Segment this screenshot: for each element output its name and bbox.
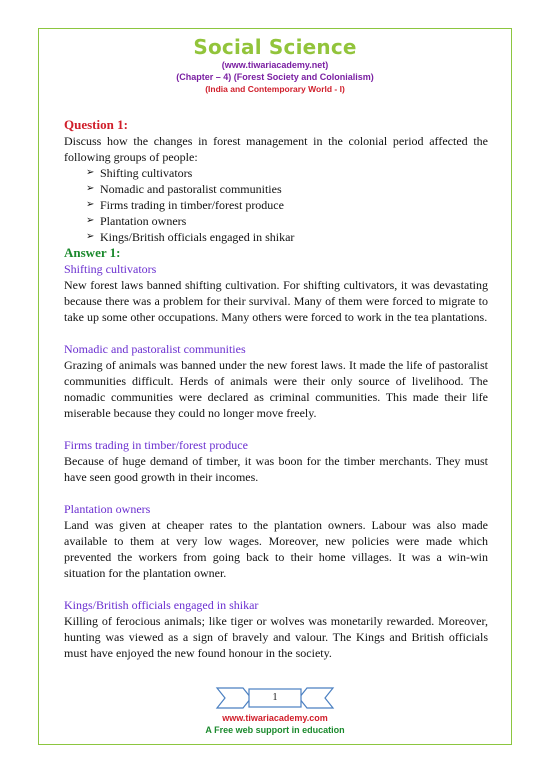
list-item (86, 229, 488, 245)
question-title: Question 1: (64, 117, 128, 132)
arrow-bullet-icon: ➢ (86, 231, 95, 242)
section-text: Because of huge demand of timber, it was boon for the timber merchants. They must have seen good growth in their incomes. (64, 454, 488, 484)
arrow-bullet-icon: ➢ (86, 183, 95, 194)
question-text: Discuss how the changes in forest management in the colonial period affected the following groups of people: (64, 134, 488, 164)
page-footer (0, 686, 550, 736)
list-item (86, 197, 488, 213)
section-text: New forest laws banned shifting cultivation. For shifting cultivators, it was devastating because there was a problem for their survival. Many of them were forced to migrate to take up some other occupations. Many others were forced to work in the tea plantations. (64, 278, 488, 324)
answer-section-shifting (64, 261, 488, 325)
list-item-label: Shifting cultivators (100, 166, 193, 180)
section-heading: Nomadic and pastoralist communities (64, 342, 246, 356)
list-item-label: Firms trading in timber/forest produce (100, 198, 284, 212)
footer-tagline: A Free web support in education (205, 725, 345, 735)
arrow-bullet-icon: ➢ (86, 215, 95, 226)
section-heading: Kings/British officials engaged in shikar (64, 598, 259, 612)
section-heading: Shifting cultivators (64, 262, 157, 276)
section-text: Land was given at cheaper rates to the plantation owners. Labour was also made available to them at very low wages. Moreover, new policies were made which prevented the workers from going back to their home villages. It was a win-win situation for the plantation owner. (64, 518, 488, 580)
subject-title: Social Science (193, 35, 357, 59)
question-list (64, 165, 488, 245)
answer-section-plantation (64, 501, 488, 581)
chapter-title: (Chapter – 4) (Forest Society and Colonialism) (176, 72, 374, 82)
arrow-bullet-icon: ➢ (86, 199, 95, 210)
answer-section-firms (64, 437, 488, 485)
page-number: 1 (272, 692, 278, 703)
list-item-label: Nomadic and pastoralist communities (100, 182, 282, 196)
section-text: Killing of ferocious animals; like tiger or wolves was monetarily rewarded. Moreover, hunting was viewed as a sign of bravely and valour. The Kings and British officials must have enjoyed the new found honour in the society. (64, 614, 488, 660)
section-heading: Plantation owners (64, 502, 151, 516)
arrow-bullet-icon: ➢ (86, 167, 95, 178)
page-number-badge (215, 686, 335, 710)
section-heading: Firms trading in timber/forest produce (64, 438, 248, 452)
book-title: (India and Contemporary World - I) (205, 84, 345, 94)
answer-title: Answer 1: (64, 245, 121, 260)
answer-section-shikar (64, 597, 488, 661)
section-text: Grazing of animals was banned under the new forest laws. It made the life of pastoralist communities difficult. Herds of animals were their only source of livelihood. The nomadic communities were declared as criminal communities. This made their life miserable because they could no longer move freely. (64, 358, 488, 420)
list-item-label: Kings/British officials engaged in shikar (100, 230, 295, 244)
list-item (86, 213, 488, 229)
list-item (86, 181, 488, 197)
footer-website[interactable]: www.tiwariacademy.com (222, 713, 328, 723)
answer-section-nomadic (64, 341, 488, 421)
main-content (64, 117, 488, 661)
header-website: (www.tiwariacademy.net) (221, 60, 329, 70)
list-item (86, 165, 488, 181)
list-item-label: Plantation owners (100, 214, 187, 228)
page-header (0, 36, 550, 95)
